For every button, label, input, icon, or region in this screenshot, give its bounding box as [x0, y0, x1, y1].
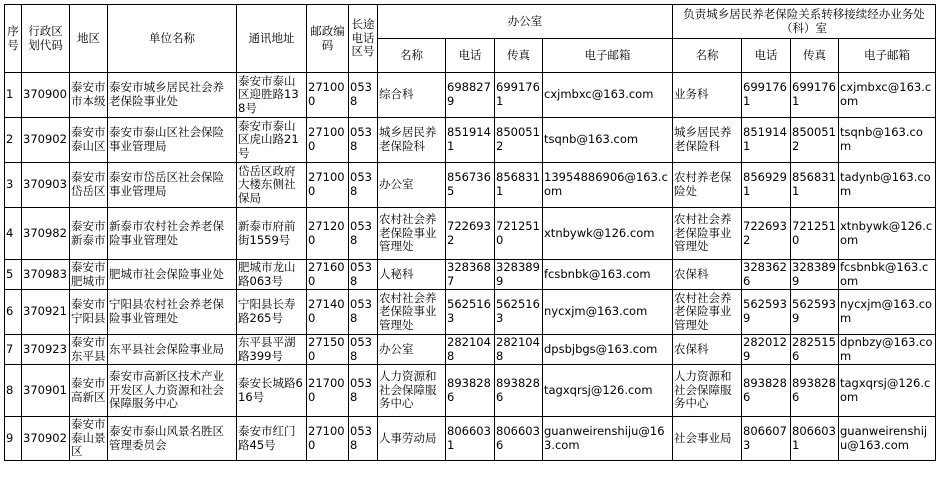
cell-transfer-fax: 2825156 [791, 335, 839, 365]
cell-transfer-phone: 6991761 [742, 73, 791, 118]
cell-code: 370983 [22, 260, 70, 290]
cell-code: 370903 [22, 163, 70, 208]
header-transfer-group: 负责城乡居民养老保险关系转移接续经办业务处（科）室 [673, 5, 936, 39]
cell-transfer-fax: 7212510 [791, 208, 839, 260]
header-office-phone: 电话 [446, 39, 495, 73]
header-office-fax: 传真 [495, 39, 543, 73]
cell-transfer-fax: 6991761 [791, 73, 839, 118]
cell-seq: 7 [5, 335, 22, 365]
cell-unit: 泰安市泰山风景名胜区管理委员会 [108, 417, 237, 461]
cell-transfer-fax: 8938286 [791, 365, 839, 417]
cell-code: 370901 [22, 365, 70, 417]
cell-seq: 5 [5, 260, 22, 290]
cell-seq: 8 [5, 365, 22, 417]
cell-area-code: 0538 [349, 163, 378, 208]
cell-transfer-fax: 8066031 [791, 417, 839, 461]
cell-transfer-fax: 3283899 [791, 260, 839, 290]
cell-address: 泰安市泰山区虎山路21号 [237, 118, 307, 163]
cell-office-email[interactable]: tsqnb@163.com [543, 118, 673, 163]
cell-office-phone: 2821048 [446, 335, 495, 365]
cell-seq: 9 [5, 417, 22, 461]
cell-address: 新泰市府前街1559号 [237, 208, 307, 260]
cell-office-phone: 5625163 [446, 290, 495, 335]
cell-office-phone: 3283687 [446, 260, 495, 290]
cell-transfer-name: 城乡居民养老保险科 [673, 118, 742, 163]
cell-office-phone: 6988279 [446, 73, 495, 118]
table-row [5, 417, 936, 461]
cell-office-name: 人力资源和社会保障服务中心 [378, 365, 446, 417]
cell-region: 泰安市市本级 [70, 73, 108, 118]
cell-address: 岱岳区政府大楼东侧社保局 [237, 163, 307, 208]
cell-region: 泰安市泰山区 [70, 118, 108, 163]
cell-seq: 1 [5, 73, 22, 118]
cell-region: 泰安市岱岳区 [70, 163, 108, 208]
cell-transfer-phone: 2820129 [742, 335, 791, 365]
table-header [5, 5, 936, 73]
cell-region: 泰安市宁阳县 [70, 290, 108, 335]
cell-office-phone: 8938286 [446, 365, 495, 417]
table-body [5, 73, 936, 461]
cell-transfer-phone: 8569291 [742, 163, 791, 208]
cell-office-phone: 7226932 [446, 208, 495, 260]
cell-area-code: 0538 [349, 208, 378, 260]
header-transfer-name: 名称 [673, 39, 742, 73]
cell-transfer-name: 农村养老保险处 [673, 163, 742, 208]
cell-office-name: 农村社会养老保险事业管理处 [378, 290, 446, 335]
cell-address: 泰安市红门路45号 [237, 417, 307, 461]
cell-region: 泰安市新泰市 [70, 208, 108, 260]
cell-transfer-name: 业务科 [673, 73, 742, 118]
cell-office-email[interactable]: xtnbywk@126.com [543, 208, 673, 260]
cell-transfer-phone: 8066073 [742, 417, 791, 461]
cell-office-name: 城乡居民养老保险科 [378, 118, 446, 163]
cell-office-name: 办公室 [378, 163, 446, 208]
cell-transfer-name: 农保科 [673, 335, 742, 365]
cell-transfer-name: 农村社会养老保险事业管理处 [673, 208, 742, 260]
cell-office-name: 综合科 [378, 73, 446, 118]
cell-office-fax: 8938286 [495, 365, 543, 417]
cell-office-fax: 6991761 [495, 73, 543, 118]
cell-transfer-email[interactable]: tsqnb@163.com [839, 118, 936, 163]
cell-code: 370982 [22, 208, 70, 260]
cell-transfer-fax: 5625939 [791, 290, 839, 335]
header-address: 通讯地址 [237, 5, 307, 73]
cell-transfer-phone: 8938286 [742, 365, 791, 417]
table-row [5, 260, 936, 290]
cell-transfer-email[interactable]: cxjmbxc@163.com [839, 73, 936, 118]
cell-address: 宁阳县长寿路265号 [237, 290, 307, 335]
cell-office-fax: 3283899 [495, 260, 543, 290]
cell-office-email[interactable]: dpsbjbgs@163.com [543, 335, 673, 365]
table-row [5, 73, 936, 118]
header-transfer-phone: 电话 [742, 39, 791, 73]
cell-office-phone: 8519141 [446, 118, 495, 163]
cell-office-phone: 8066031 [446, 417, 495, 461]
cell-transfer-name: 社会事业局 [673, 417, 742, 461]
cell-office-email[interactable]: 13954886906@163.com [543, 163, 673, 208]
cell-area-code: 0538 [349, 335, 378, 365]
table-row [5, 365, 936, 417]
cell-unit: 泰安市高新区技术产业开发区人力资源和社会保障服务中心 [108, 365, 237, 417]
cell-transfer-email[interactable]: guanweirenshiju@163.com [839, 417, 936, 461]
cell-transfer-name: 人力资源和社会保障服务中心 [673, 365, 742, 417]
cell-postcode: 271000 [307, 118, 349, 163]
cell-postcode: 271000 [307, 73, 349, 118]
cell-postcode: 271200 [307, 208, 349, 260]
cell-office-phone: 8567365 [446, 163, 495, 208]
cell-code: 370921 [22, 290, 70, 335]
cell-transfer-name: 农村社会养老保险事业管理处 [673, 290, 742, 335]
cell-unit: 宁阳县农村社会养老保险事业管理处 [108, 290, 237, 335]
table-row [5, 163, 936, 208]
header-postcode: 邮政编码 [307, 5, 349, 73]
cell-office-name: 办公室 [378, 335, 446, 365]
cell-office-email[interactable]: cxjmbxc@163.com [543, 73, 673, 118]
cell-postcode: 271400 [307, 290, 349, 335]
table-row [5, 208, 936, 260]
cell-seq: 2 [5, 118, 22, 163]
cell-transfer-name: 农保科 [673, 260, 742, 290]
cell-transfer-email[interactable]: nycxjm@163.com [839, 290, 936, 335]
header-office-group: 办公室 [378, 5, 673, 39]
cell-area-code: 0538 [349, 365, 378, 417]
cell-transfer-email[interactable]: xtnbywk@126.com [839, 208, 936, 260]
cell-transfer-fax: 8568311 [791, 163, 839, 208]
cell-postcode: 271600 [307, 260, 349, 290]
cell-office-fax: 8568311 [495, 163, 543, 208]
cell-code: 370902 [22, 118, 70, 163]
cell-postcode: 271500 [307, 335, 349, 365]
cell-postcode: 217000 [307, 365, 349, 417]
table-row [5, 290, 936, 335]
cell-transfer-email[interactable]: tagxqrsj@126.com [839, 365, 936, 417]
header-unit: 单位名称 [108, 5, 237, 73]
cell-code: 370900 [22, 73, 70, 118]
cell-unit: 肥城市社会保险事业处 [108, 260, 237, 290]
cell-area-code: 0538 [349, 290, 378, 335]
cell-unit: 泰安市城乡居民社会养老保险事业处 [108, 73, 237, 118]
header-office-name: 名称 [378, 39, 446, 73]
cell-office-email[interactable]: guanweirenshiju@163.com [543, 417, 673, 461]
cell-address: 东平县平湖路399号 [237, 335, 307, 365]
cell-code: 370923 [22, 335, 70, 365]
cell-unit: 新泰市农村社会养老保险事业管理处 [108, 208, 237, 260]
document-page [4, 4, 935, 461]
contact-table [4, 4, 936, 461]
cell-region: 泰安市高新区 [70, 365, 108, 417]
cell-area-code: 0538 [349, 260, 378, 290]
header-seq: 序号 [5, 5, 22, 73]
header-area-code: 长途电话区号 [349, 5, 378, 73]
cell-office-fax: 2821048 [495, 335, 543, 365]
cell-office-fax: 8066036 [495, 417, 543, 461]
cell-area-code: 0538 [349, 118, 378, 163]
cell-office-fax: 7212510 [495, 208, 543, 260]
header-office-email: 电子邮箱 [543, 39, 673, 73]
cell-transfer-email[interactable]: dpnbzy@163.com [839, 335, 936, 365]
cell-transfer-phone: 8519141 [742, 118, 791, 163]
cell-transfer-email[interactable]: tadynb@163.com [839, 163, 936, 208]
header-transfer-fax: 传真 [791, 39, 839, 73]
cell-transfer-phone: 3283626 [742, 260, 791, 290]
cell-office-name: 人事劳动局 [378, 417, 446, 461]
cell-transfer-phone: 7226932 [742, 208, 791, 260]
header-transfer-email: 电子邮箱 [839, 39, 936, 73]
cell-transfer-fax: 8500512 [791, 118, 839, 163]
cell-unit: 泰安市岱岳区社会保险事业管理局 [108, 163, 237, 208]
header-region: 地区 [70, 5, 108, 73]
cell-office-name: 人秘科 [378, 260, 446, 290]
cell-address: 泰安长城路616号 [237, 365, 307, 417]
cell-postcode: 271000 [307, 417, 349, 461]
cell-address: 泰安市泰山区迎胜路138号 [237, 73, 307, 118]
table-row [5, 118, 936, 163]
cell-office-email[interactable]: nycxjm@163.com [543, 290, 673, 335]
cell-office-email[interactable]: tagxqrsj@126.com [543, 365, 673, 417]
header-code: 行政区划代码 [22, 5, 70, 73]
cell-region: 泰安市东平县 [71, 334, 106, 363]
cell-region: 泰安市泰山景区 [70, 417, 108, 461]
cell-postcode: 271000 [307, 163, 349, 208]
cell-seq: 6 [5, 290, 22, 335]
table-row [5, 335, 936, 365]
cell-code: 370902 [22, 417, 70, 461]
cell-office-email[interactable]: fcsbnbk@163.com [543, 260, 673, 290]
cell-transfer-phone: 5625939 [742, 290, 791, 335]
cell-office-name: 农村社会养老保险事业管理处 [378, 208, 446, 260]
cell-seq: 3 [5, 163, 22, 208]
cell-office-fax: 8500512 [495, 118, 543, 163]
cell-region: 泰安市肥城市 [71, 259, 106, 288]
cell-office-fax: 5625163 [495, 290, 543, 335]
cell-transfer-email[interactable]: fcsbnbk@163.com [839, 260, 936, 290]
cell-unit: 东平县社会保险事业局 [108, 335, 237, 365]
cell-area-code: 0538 [349, 73, 378, 118]
cell-unit: 泰安市泰山区社会保险事业管理局 [108, 118, 237, 163]
cell-area-code: 0538 [349, 417, 378, 461]
cell-address: 肥城市龙山路063号 [237, 260, 307, 290]
cell-seq: 4 [5, 208, 22, 260]
